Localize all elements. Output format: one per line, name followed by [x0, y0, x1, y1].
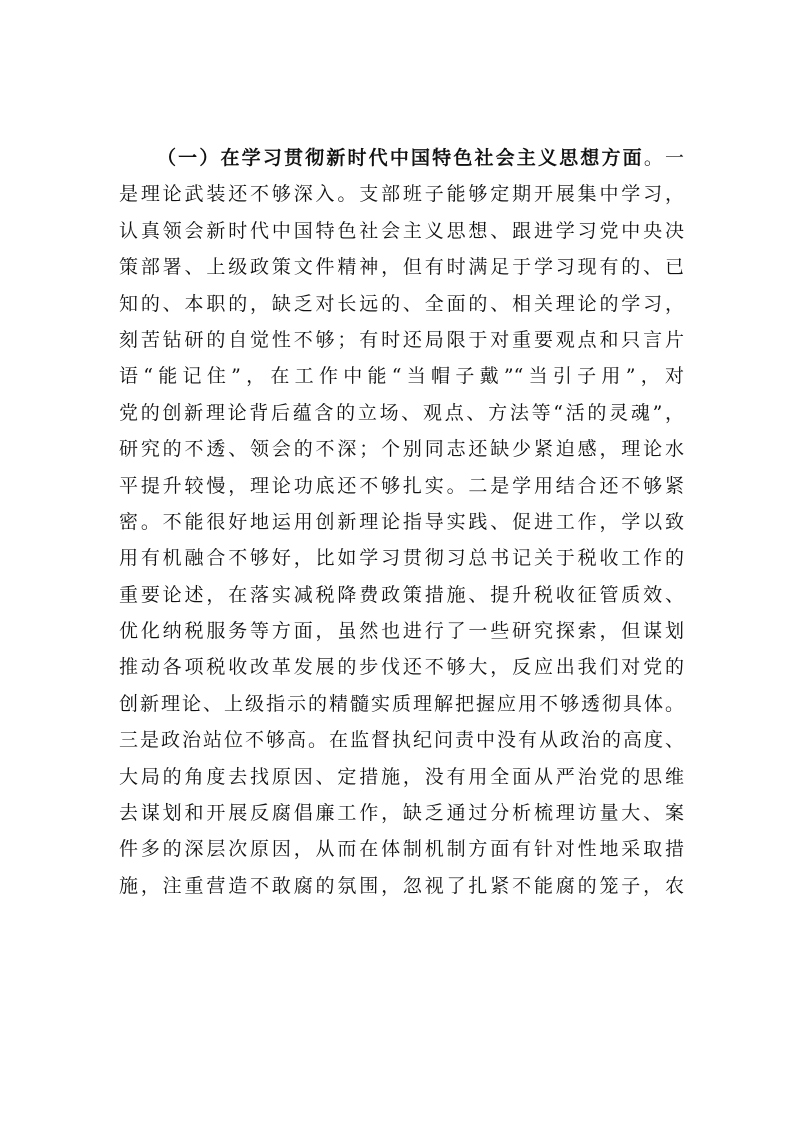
text-line: 知的、本职的，缺乏对长远的、全面的、相关理论的学习，: [119, 292, 684, 315]
text-line: 大局的角度去找原因、定措施，没有用全面从严治党的思维: [119, 765, 684, 788]
section-heading: （一）在学习贯彻新时代中国特色社会主义思想方面: [157, 147, 644, 169]
paragraph-first-line: [119, 140, 684, 176]
text-line: 刻苦钻研的自觉性不够；有时还局限于对重要观点和只言片: [119, 328, 684, 351]
text-line: 是理论武装还不够深入。支部班子能够定期开展集中学习，: [119, 183, 684, 206]
text-line: 语“能记住”，在工作中能“当帽子戴”“当引子用”，对: [119, 365, 684, 388]
text-line: 件多的深层次原因，从而在体制机制方面有针对性地采取措: [119, 838, 684, 861]
text-line: 策部署、上级政策文件精神，但有时满足于学习现有的、已: [119, 256, 684, 279]
heading-tail: 。一: [643, 147, 684, 169]
text-line: 施，注重营造不敢腐的氛围，忽视了扎紧不能腐的笼子，农: [119, 874, 684, 897]
text-line: 用有机融合不够好，比如学习贯彻习总书记关于税收工作的: [119, 547, 684, 570]
text-line: 研究的不透、领会的不深；个别同志还缺少紧迫感，理论水: [119, 438, 684, 461]
text-line: 推动各项税收改革发展的步伐还不够大，反应出我们对党的: [119, 656, 684, 679]
document-body: [119, 140, 684, 904]
text-line: 认真领会新时代中国特色社会主义思想、跟进学习党中央决: [119, 219, 684, 242]
text-line: 重要论述，在落实减税降费政策措施、提升税收征管质效、: [119, 583, 684, 606]
text-line: 创新理论、上级指示的精髓实质理解把握应用不够透彻具体。: [119, 692, 684, 715]
text-line: 密。不能很好地运用创新理论指导实践、促进工作，学以致: [119, 510, 684, 533]
text-line: 党的创新理论背后蕴含的立场、观点、方法等“活的灵魂”，: [119, 401, 684, 424]
text-line: 优化纳税服务等方面，虽然也进行了一些研究探索，但谋划: [119, 620, 684, 643]
text-line: 三是政治站位不够高。在监督执纪问责中没有从政治的高度、: [119, 729, 684, 752]
text-line: 去谋划和开展反腐倡廉工作，缺乏通过分析梳理访量大、案: [119, 802, 684, 825]
text-line: 平提升较慢，理论功底还不够扎实。二是学用结合还不够紧: [119, 474, 684, 497]
